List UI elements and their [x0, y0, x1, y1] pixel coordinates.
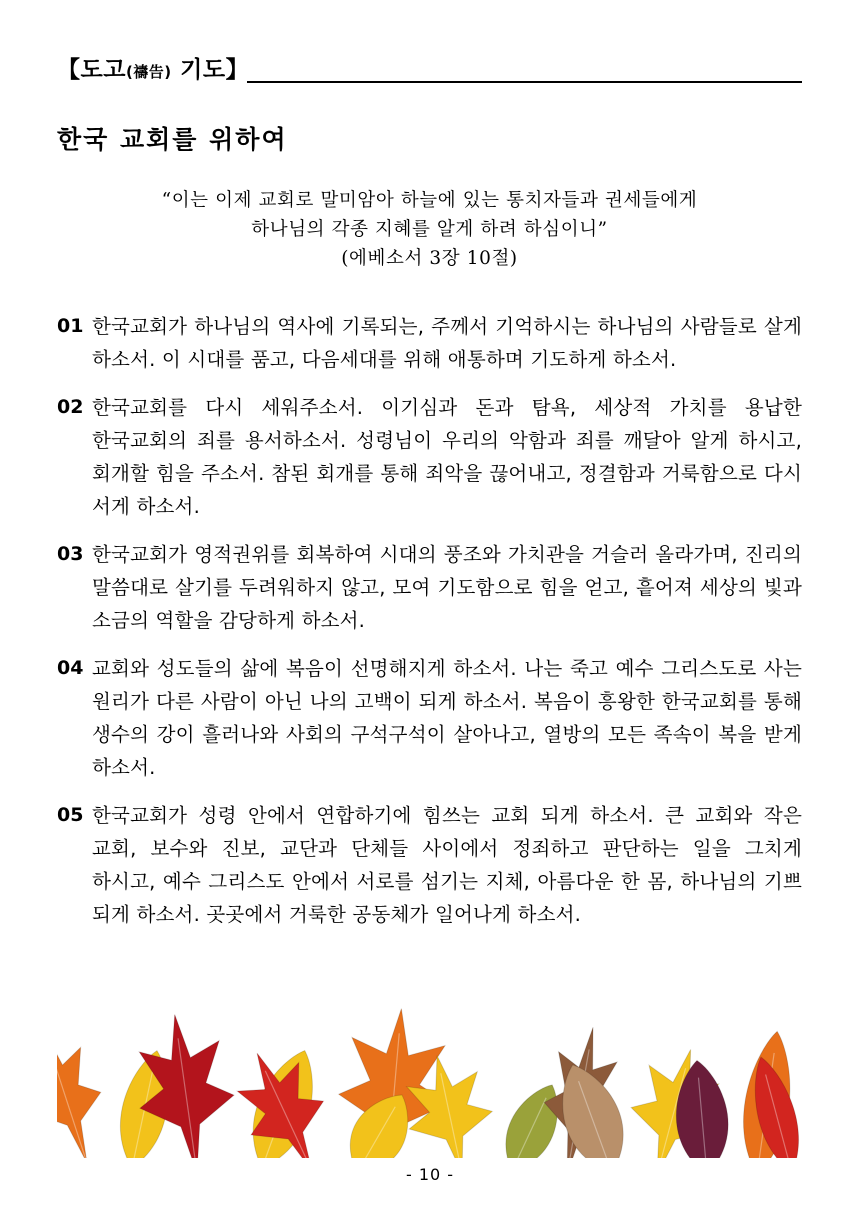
section-title: 한국 교회를 위하여	[57, 125, 288, 154]
prayer-item-number: 05	[57, 804, 84, 826]
prayer-item-number: 01	[57, 315, 84, 337]
prayer-item-text: 한국교회가 영적권위를 회복하여 시대의 풍조와 가치관을 거슬러 올라가며, 진리의 말씀대로 살기를 두려워하지 않고, 모여 기도함으로 힘을 얻고, 흩어져 세상의 빛과 소금의 역할을 감당하게 하소서.	[92, 543, 802, 632]
prayer-item	[57, 538, 802, 637]
prayer-item-text: 한국교회가 성령 안에서 연합하기에 힘쓰는 교회 되게 하소서. 큰 교회와 작은 교회, 보수와 진보, 교단과 단체들 사이에서 정죄하고 판단하는 일을 그치게 하시고, 예수 그리스도 안에서 서로를 섬기는 지체, 아름다운 한 몸, 하나님의 기쁘 되게 하소서. 곳곳에서 거룩한 공동체가 일어나게 하소서.	[92, 804, 802, 926]
verse-reference: (에베소서 3장 10절)	[341, 248, 518, 269]
verse-line-1: “이는 이제 교회로 말미암아 하늘에 있는 통치자들과 권세들에게	[161, 190, 698, 211]
prayer-list	[57, 310, 802, 946]
scripture-quote	[57, 186, 802, 273]
prayer-item	[57, 310, 802, 376]
prayer-item-number: 04	[57, 657, 84, 679]
leaf-shape	[57, 1019, 120, 1158]
prayer-item-text: 교회와 성도들의 삶에 복음이 선명해지게 하소서. 나는 죽고 예수 그리스도로 사는 원리가 다른 사람이 아닌 나의 고백이 되게 하소서. 복음이 흥왕한 한국교회를 통해 생수의 강이 흘러나와 사회의 구석구석이 살아나고, 열방의 모든 족속이 복을 받게 하소서.	[92, 657, 802, 779]
prayer-item-text: 한국교회가 하나님의 역사에 기록되는, 주께서 기억하시는 하나님의 사람들로 살게 하소서. 이 시대를 품고, 다음세대를 위해 애통하며 기도하게 하소서.	[92, 315, 802, 371]
prayer-item-number: 02	[57, 396, 84, 418]
header-title	[57, 56, 249, 86]
prayer-item-number: 03	[57, 543, 84, 565]
page-number: - 10 -	[405, 1165, 455, 1184]
prayer-item	[57, 799, 802, 931]
page-header	[57, 56, 802, 86]
verse-line-2: 하나님의 각종 지혜를 알게 하려 하심이니”	[251, 219, 608, 240]
header-title-end: 기도】	[171, 57, 250, 83]
header-title-hanja: (禱告)	[125, 63, 172, 81]
autumn-leaves-illustration	[57, 1003, 802, 1158]
prayer-item	[57, 391, 802, 523]
prayer-item	[57, 652, 802, 784]
header-title-text: 【도고	[57, 57, 126, 83]
prayer-item-text: 한국교회를 다시 세워주소서. 이기심과 돈과 탐욕, 세상적 가치를 용납한 한국교회의 죄를 용서하소서. 성령님이 우리의 악함과 죄를 깨달아 알게 하시고, 회개할 힘을 주소서. 참된 회개를 통해 죄악을 끊어내고, 정결함과 거룩함으로 다시 서게 하소서.	[92, 396, 802, 518]
header-rule	[247, 81, 802, 83]
